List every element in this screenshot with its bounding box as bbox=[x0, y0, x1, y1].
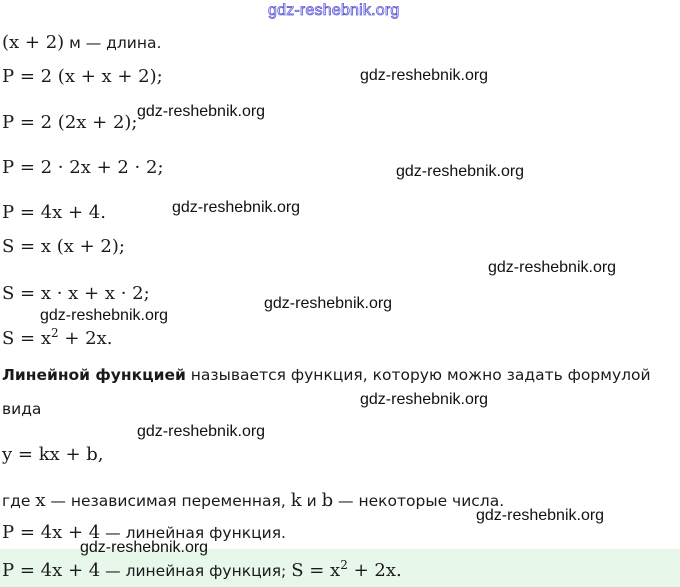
math-expr: (x + 2) bbox=[2, 32, 65, 53]
watermark: gdz-reshebnik.org bbox=[264, 295, 393, 312]
line-length bbox=[2, 32, 161, 53]
line-perimeter-3: P = 2 · 2x + 2 · 2; bbox=[2, 157, 164, 178]
watermark-top: gdz-reshebnik.org bbox=[268, 2, 400, 19]
definition-text: называется функция, которую можно задать формулой bbox=[185, 366, 651, 384]
definition-line bbox=[2, 366, 651, 384]
var-x: x bbox=[35, 490, 46, 511]
text: — линейная функция; bbox=[100, 562, 292, 580]
where-line bbox=[2, 490, 504, 511]
line-perimeter-4: P = 4x + 4. bbox=[2, 202, 106, 223]
text: — некоторые числа. bbox=[333, 492, 505, 510]
watermark: gdz-reshebnik.org bbox=[396, 163, 525, 180]
line-area-1: S = x (x + 2); bbox=[2, 236, 125, 257]
math-expr: P = 4x + 4 bbox=[2, 522, 101, 543]
watermark: gdz-reshebnik.org bbox=[80, 539, 209, 556]
watermark: gdz-reshebnik.org bbox=[137, 103, 266, 120]
math-expr: S = x bbox=[291, 560, 341, 581]
watermark: gdz-reshebnik.org bbox=[488, 259, 617, 276]
text: и bbox=[301, 492, 322, 510]
watermark: gdz-reshebnik.org bbox=[137, 423, 266, 440]
definition-cont: вида bbox=[2, 400, 42, 418]
watermark: gdz-reshebnik.org bbox=[476, 507, 605, 524]
math-part: + 2x. bbox=[58, 328, 113, 349]
math-part: S = x bbox=[2, 328, 52, 349]
var-b: b bbox=[321, 490, 334, 511]
linear-formula: y = kx + b, bbox=[2, 444, 104, 465]
line-area-2: S = x · x + x · 2; bbox=[2, 283, 150, 304]
watermark: gdz-reshebnik.org bbox=[172, 199, 301, 216]
text: — независимая переменная, bbox=[45, 492, 291, 510]
text: — линейная функция. bbox=[100, 524, 286, 542]
exponent: 2 bbox=[340, 558, 348, 572]
line-perimeter-2: P = 2 (2x + 2); bbox=[2, 112, 138, 133]
text: где bbox=[2, 492, 36, 510]
line-perimeter-1: P = 2 (x + x + 2); bbox=[2, 66, 163, 87]
text: м — длина. bbox=[64, 34, 162, 52]
definition-term: Линейной функцией bbox=[2, 366, 186, 384]
line-area-3 bbox=[2, 326, 113, 349]
watermark: gdz-reshebnik.org bbox=[40, 307, 169, 324]
math-expr: + 2x. bbox=[347, 560, 402, 581]
answer-line bbox=[2, 558, 402, 581]
watermark: gdz-reshebnik.org bbox=[360, 67, 489, 84]
var-k: k bbox=[290, 490, 302, 511]
exponent: 2 bbox=[51, 326, 59, 340]
math-expr: P = 4x + 4 bbox=[2, 560, 101, 581]
watermark: gdz-reshebnik.org bbox=[360, 391, 489, 408]
